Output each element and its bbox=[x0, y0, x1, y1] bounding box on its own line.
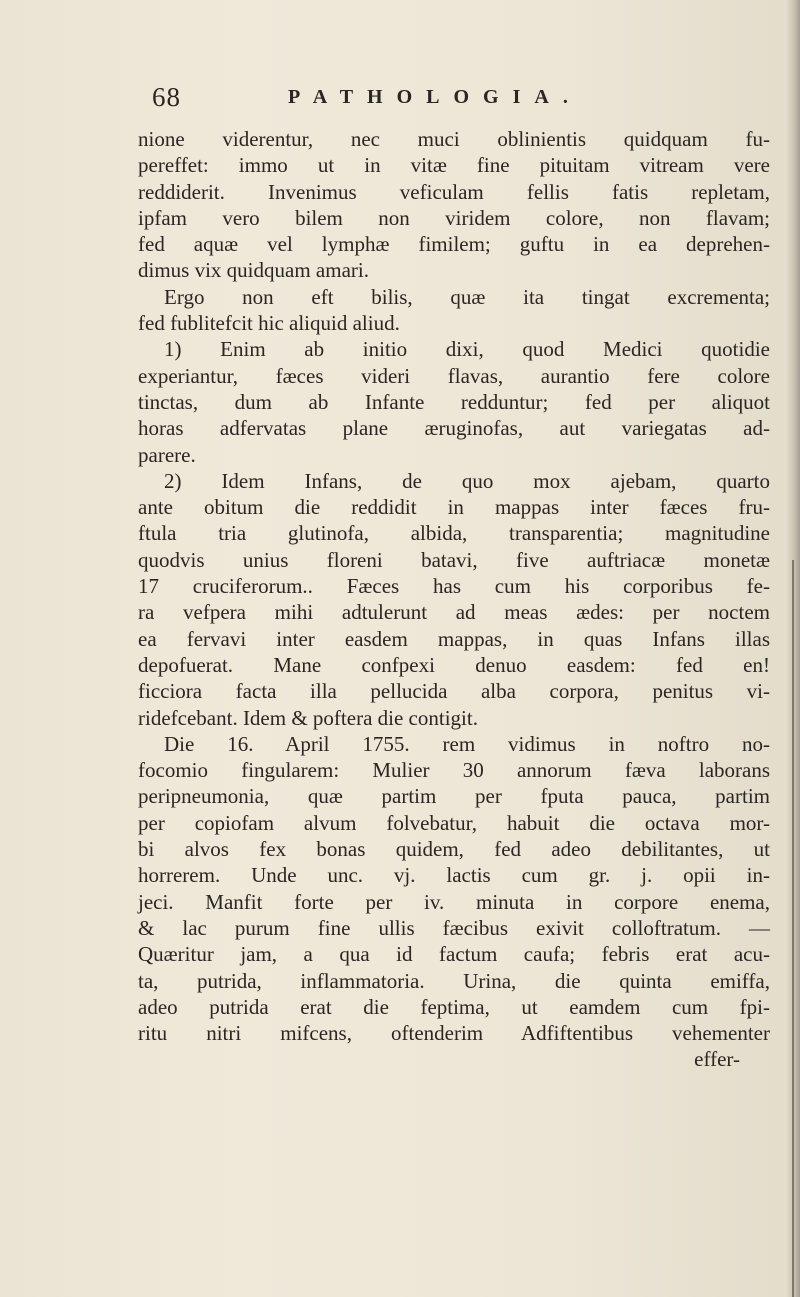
page-header bbox=[152, 82, 712, 122]
text-line: per copiofam alvum folvebatur, habuit die octava mor- bbox=[138, 810, 770, 835]
text-line: dimus vix quidquam amari. bbox=[138, 258, 369, 283]
text-line: Ergo non eft bilis, quæ ita tingat excrementa; bbox=[164, 284, 770, 309]
text-line: Quæritur jam, a qua id factum caufa; febris erat acu- bbox=[138, 942, 770, 967]
text-line: 17 cruciferorum.. Fæces has cum his corporibus fe- bbox=[138, 574, 770, 599]
text-line: ritu nitri mifcens, oftenderim Adfiftentibus vehementer bbox=[138, 1021, 770, 1046]
text-line: & lac purum fine ullis fæcibus exivit colloftratum. — bbox=[138, 915, 770, 940]
catchword: effer- bbox=[694, 1047, 740, 1072]
text-line: horas adfervatas plane æruginofas, aut variegatas ad- bbox=[138, 416, 770, 441]
text-line: reddiderit. Invenimus veficulam fellis fatis repletam, bbox=[138, 179, 770, 204]
text-line: ftula tria glutinofa, albida, transparentia; magnitudine bbox=[138, 521, 770, 546]
text-line: focomio fingularem: Mulier 30 annorum fæva laborans bbox=[138, 758, 770, 783]
text-line: Die 16. April 1755. rem vidimus in noftro no- bbox=[164, 731, 770, 756]
text-line: jeci. Manfit forte per iv. minuta in corpore enema, bbox=[138, 889, 770, 914]
text-line: nione viderentur, nec muci oblinientis quidquam fu- bbox=[138, 127, 770, 151]
text-line: parere. bbox=[138, 442, 196, 467]
text-line: ridefcebant. Idem & poftera die contigit. bbox=[138, 705, 478, 730]
text-line: pereffet: immo ut in vitæ fine pituitam vitream vere bbox=[138, 153, 770, 178]
text-line: horrerem. Unde unc. vj. lactis cum gr. j. opii in- bbox=[138, 863, 770, 888]
text-line: ta, putrida, inflammatoria. Urina, die quinta emiffa, bbox=[138, 968, 770, 993]
text-line: fed aquæ vel lymphæ fimilem; guftu in ea deprehen- bbox=[138, 232, 770, 257]
text-line: depofuerat. Mane confpexi denuo easdem: fed en! bbox=[138, 652, 770, 677]
text-line: tinctas, dum ab Infante redduntur; fed per aliquot bbox=[138, 389, 770, 414]
text-line: adeo putrida erat die feptima, ut eamdem cum fpi- bbox=[138, 994, 770, 1019]
text-line: ea fervavi inter easdem mappas, in quas Infans illas bbox=[138, 626, 770, 651]
text-line: ficciora facta illa pellucida alba corpora, penitus vi- bbox=[138, 679, 770, 704]
text-line: experiantur, fæces videri flavas, aurantio fere colore bbox=[138, 363, 770, 388]
text-line: quodvis unius floreni batavi, five auftriacæ monetæ bbox=[138, 547, 770, 572]
text-line: ante obitum die reddidit in mappas inter fæces fru- bbox=[138, 495, 770, 520]
text-line: ra vefpera mihi adtulerunt ad meas ædes: per noctem bbox=[138, 600, 770, 625]
text-line: bi alvos fex bonas quidem, fed adeo debilitantes, ut bbox=[138, 837, 770, 862]
body-text bbox=[138, 126, 770, 1073]
text-line: peripneumonia, quæ partim per fputa pauca, partim bbox=[138, 784, 770, 809]
page-edge-rule bbox=[792, 560, 794, 1297]
text-line: fed fublitefcit hic aliquid aliud. bbox=[138, 311, 400, 336]
running-head: PATHOLOGIA. bbox=[288, 86, 582, 108]
text-line: 1) Enim ab initio dixi, quod Medici quotidie bbox=[164, 337, 770, 362]
page-number: 68 bbox=[152, 82, 181, 112]
text-line: 2) Idem Infans, de quo mox ajebam, quarto bbox=[164, 468, 770, 493]
text-line: ipfam vero bilem non viridem colore, non flavam; bbox=[138, 205, 770, 230]
